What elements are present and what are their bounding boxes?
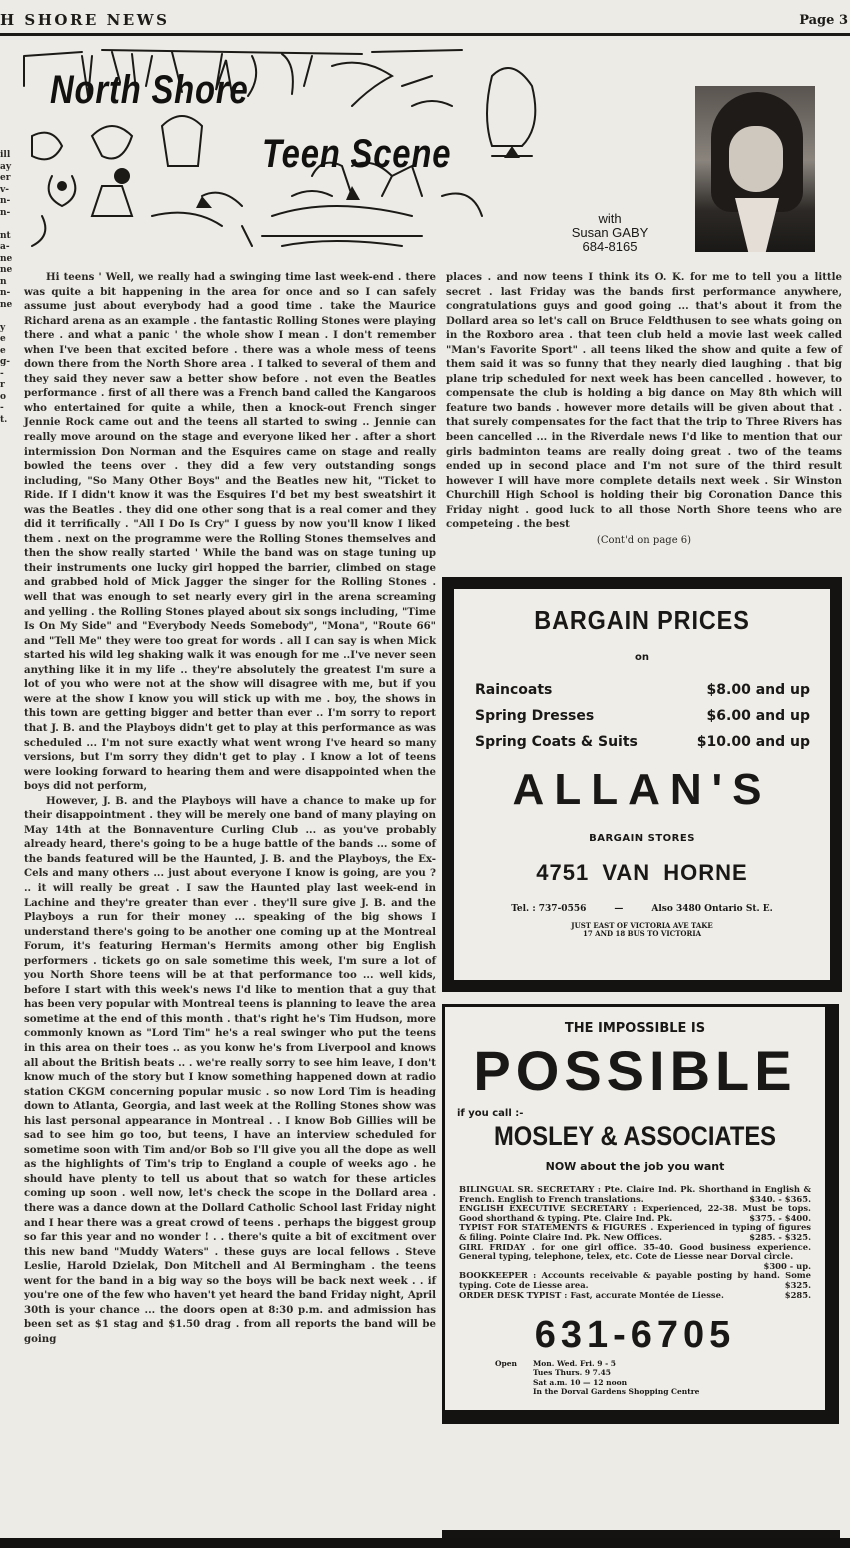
price-list (475, 677, 810, 755)
job-salary: $375. - $400. (749, 1212, 811, 1223)
store-phone: Tel. : 737-0556 (511, 904, 587, 914)
job-salary: $300 - up. (763, 1260, 811, 1271)
store-directions: JUST EAST OF VICTORIA AVE TAKE 17 AND 18 BUS TO VICTORIA (571, 921, 713, 938)
column-title-line2: Teen Scene (262, 132, 452, 176)
article-paragraph: places . and now teens I think its O. K. for me to tell you a little secret . last Friday was the bands first performance anywhere, congratulations guys and good going ... that's about it from the Dollard area so let's call on Bruce Feldthusen to see whats going on in the Roxboro area . that teen club held a movie last week called "Man's Favorite Sport" . all teens liked the show and quite a few of them said it was so funny that they nearly died laughing . that big plane trip scheduled for next week has been cancelled . however, to compensate the club is holding a big dance on May 8th which will feature two bands . however more details will be given about that . that surely compensates for the fact that the trip to Three Rivers has been cancelled ... in the Riverdale news I'd like to mention that our girls badminton teams are really doing great . two of the teams ended up in second place and I'm not sure of the third result however I will have more complete details next week . Sir Winston Churchill High School is holding their big Coronation Dance this Friday night . good luck to all those North Shore teens who are competeing . the best (446, 271, 842, 531)
price-row (475, 677, 810, 703)
portrait-collar (735, 198, 779, 252)
byline-with: with (598, 211, 622, 226)
ad-tagline: NOW about the job you want (545, 1160, 725, 1173)
job-listing (459, 1223, 811, 1242)
job-title: BILINGUAL SR. SECRETARY : (459, 1184, 601, 1194)
second-location: Also 3480 Ontario St. E. (651, 904, 773, 914)
byline-phone: 684-8165 (582, 239, 638, 254)
item-price: $8.00 and up (706, 682, 810, 698)
job-title: ENGLISH EXECUTIVE SECRETARY : (459, 1203, 637, 1214)
job-title: BOOKKEEPER : (459, 1270, 537, 1281)
item-name: Raincoats (475, 682, 553, 698)
job-description: Accounts receivable & payable posting by hand. Some typing. Cote de Liesse area. (459, 1270, 811, 1290)
article-column-right (446, 270, 842, 548)
job-salary: $285. (784, 1289, 811, 1300)
ad-big-headline: POSSIBLE (473, 1039, 797, 1102)
job-listing (459, 1204, 811, 1223)
allans-advertisement (442, 577, 842, 992)
job-listing (459, 1185, 811, 1204)
article-paragraph: However, J. B. and the Playboys will have a chance to make up for their disappointment . they will be merely one band of many playing on May 14th at the Bonnaventure Curling Club ... as you've probably already heard, there's going to be a huge battle of the bands ... some of the bands featured will be the Haunted, J. B. and the Playboys, the Ex-Cels and many others ... just about everyone I know is going, are you ? .. it will really be great . I saw the Haunted play last week-end in Lachine and they're greater than ever . they'll sure give J. B. and the Playboys a run for their money ... speaking of the big shows I understand there's going to be another one coming up at the Montreal Forum, it's featuring Herman's Hermits among other big English performers . tickets go on sale sometime this week, I'm sure a lot of you North Shore teens will be at that performance too ... well kids, before I start with this week's news I'd like to mention that a guy that has been very popular with Montreal teens is planning to leave the area sometime at the end of this month . that's right he's Tim Hudson, more commonly known as "Lord Tim" he's a real swinger who put the teens in this area on their toes .. as you konw he's from Liverpool and knows all about the British beats .. . we're really sorry to see him leave, I don't know much of the story but I know something happened down at radio station CKGM concerning popular music . so now Lord Tim is heading down to Atlanta, Georgia, and last week at the Rolling Stones show was his last personal appearance in Montreal . . I know Bob Gillies will be sad to see him go too, but teens, I have an interview scheduled for sometime soon with Tim and/or Bob so I'll give you all the dope as well as the highlights of Tim's trip to England a couple of weeks ago . he should have plenty to tell us about that so watch for these articles coming up soon . well now, let's check the scope in the Dollard area . there was a dance down at the Dollard Catholic School last Friday night and I hear there was a great crowd of teens . perhaps the biggest group so far this year and no wonder ! . . there's quite a bit of excitment over this new band "Muddy Waters" . these guys are local fellows . Steve Leslie, Harold Dzielak, Don Mitchell and Al Bermingham . the teens went for the band in a big way so the boys will be back next week . . if you're one of the few who haven't yet heard the band Friday night, April 30th is your chance ... the doors open at 8:30 p.m. and admission has been set as $1 stag and $1.50 drag . from all reports the band will be going (24, 794, 436, 1345)
ad-headline: BARGAIN PRICES (534, 605, 750, 635)
ad-call-prompt: if you call :- (457, 1108, 524, 1119)
newspaper-name: H SHORE NEWS (0, 11, 170, 29)
hours-label: Open (495, 1359, 518, 1369)
ad-kicker: THE IMPOSSIBLE IS (564, 1021, 706, 1036)
hours-line: In the Dorval Gardens Shopping Centre (533, 1386, 700, 1396)
job-title: GIRL FRIDAY . (459, 1241, 535, 1252)
job-salary: $340. - $365. (749, 1193, 811, 1204)
agency-name: MOSLEY & ASSOCIATES (493, 1121, 777, 1151)
store-contact-line (454, 904, 830, 914)
price-row (475, 703, 810, 729)
article-paragraph: Hi teens ' Well, we really had a swinging time last week-end . there was quite a bit happening in the area for once and so I can safely assume just about everybody had a good time . take the Maurice Richard arena as an example . the fantastic Rolling Stones were playing there . and what a panic ' the whole show I mean . I don't remember when I've been that excited before . there was a whole mess of teens down there from the North Shore area . I talked to several of them and they said they never saw a better show before . not even the Beatles performance . first of all there was a French band called the Kangaroos who entertained for quite a while, then a knock-out French singer Jennie Rock came out and the teens all started to swing .. Jennie can really move around on the stage and everyone liked her . after a short intermission Don Norman and the Esquires came on stage and really bowled the teens over . they did a few very outstanding songs including, "So Many Other Boys" and the Beatles new hit, "Ticket to Ride. If I didn't know it was the Esquires I'd bet my best sweatshirt it was the Beatles . they did one other song that is a real comer and they did it terrifically . "All I Do Is Cry" I guess by now you'll know I liked them . next on the programme were the Rolling Stones themselves and then the show really started ' While the band was on stage tuning up their instruments one lucky girl hopped the barrier, climbed on stage and grabbed hold of Mick Jagger the singer for the Rolling Stones . well that was enough to set nearly every girl in the arena screaming and yelling . the Rolling Stones played about six songs including, "Time Is On My Side" and "Everybody Needs Somebody", "Mona", "Route 66" and "Tell Me" they were too great for words . all I can say is when Mick started his wild leg shaking walk it was enough for me ..I've never seen anything like it in my life .. they're absolutely the greatest I'm sure a lot of you who were not at the show will disagree with me, but if you were at the show I know you will stick up with me . boy, the shows in this town are getting bigger and better than ever .. I'm sorry to report that J. B. and the Playboys didn't get to play at this performance as was scheduled ... I'm not sure exactly what went wrong I've heard so many versions, but I'm sorry they didn't get to play . I know a lot of teens were looking forward to hearing them and were disappointed when the boys did not perform, (24, 271, 436, 793)
byline (555, 212, 665, 254)
job-description: Fast, accurate Montée de Liesse. (570, 1289, 724, 1300)
job-description: for one girl office. 35-40. Good business experience. General typing, telephone, telex, etc. Cote de Liesse near Dorval circle. (459, 1241, 811, 1262)
page-number: Page 3 (799, 13, 848, 28)
hours-line: Sat a.m. 10 — 12 noon (533, 1377, 628, 1387)
teen-scene-illustration (22, 46, 542, 256)
store-address: 4751 VAN HORNE (536, 860, 748, 885)
portrait-face (729, 126, 783, 192)
agency-phone: 631-6705 (534, 1314, 736, 1357)
masthead (0, 0, 850, 36)
item-price: $10.00 and up (696, 734, 810, 750)
job-title: ORDER DESK TYPIST : (459, 1289, 568, 1300)
office-hours (495, 1359, 825, 1396)
continued-notice: (Cont'd on page 6) (596, 534, 692, 546)
store-name: ALLAN'S (512, 765, 772, 814)
separator-dash: — (614, 904, 624, 914)
job-salary: $325. (784, 1279, 811, 1290)
job-listing (459, 1291, 811, 1301)
column-title-line1: North Shore (50, 68, 249, 112)
page-bottom-rule (0, 1538, 850, 1548)
mosley-associates-advertisement (442, 1004, 839, 1424)
job-title: TYPIST FOR STATEMENTS & FIGURES . (459, 1222, 654, 1233)
job-listing (459, 1271, 811, 1290)
previous-column-sliver: ill ay er v- n- n- nt a- ne ne n n- ne y e e g- - r o - t. (0, 150, 13, 425)
job-description: Experienced in typing of figures & filing. Pointe Claire Ind. Pk. New Offices. (459, 1222, 811, 1242)
price-row (475, 729, 810, 755)
store-subtitle: BARGAIN STORES (589, 833, 695, 844)
hours-line: Tues Thurs. 9 7.45 (533, 1368, 611, 1378)
item-name: Spring Coats & Suits (475, 734, 638, 750)
item-name: Spring Dresses (475, 708, 595, 724)
item-price: $6.00 and up (706, 708, 810, 724)
columnist-portrait-photo (695, 86, 815, 252)
job-listing (459, 1243, 811, 1272)
job-description: Experienced, 22-38. Must be tops. Good shorthand & typing. Pte. Claire Ind. Pk. (459, 1203, 811, 1223)
hours-line: Mon. Wed. Fri. 9 - 5 (533, 1359, 617, 1369)
job-listings (459, 1185, 811, 1300)
job-salary: $285. - $325. (749, 1231, 811, 1242)
job-description: Pte. Claire Ind. Pk. Shorthand in English & French. English to French translations. (459, 1184, 812, 1204)
byline-author: Susan GABY (571, 225, 649, 240)
ad-on-label: on (635, 652, 649, 663)
article-column-left (24, 270, 436, 1346)
